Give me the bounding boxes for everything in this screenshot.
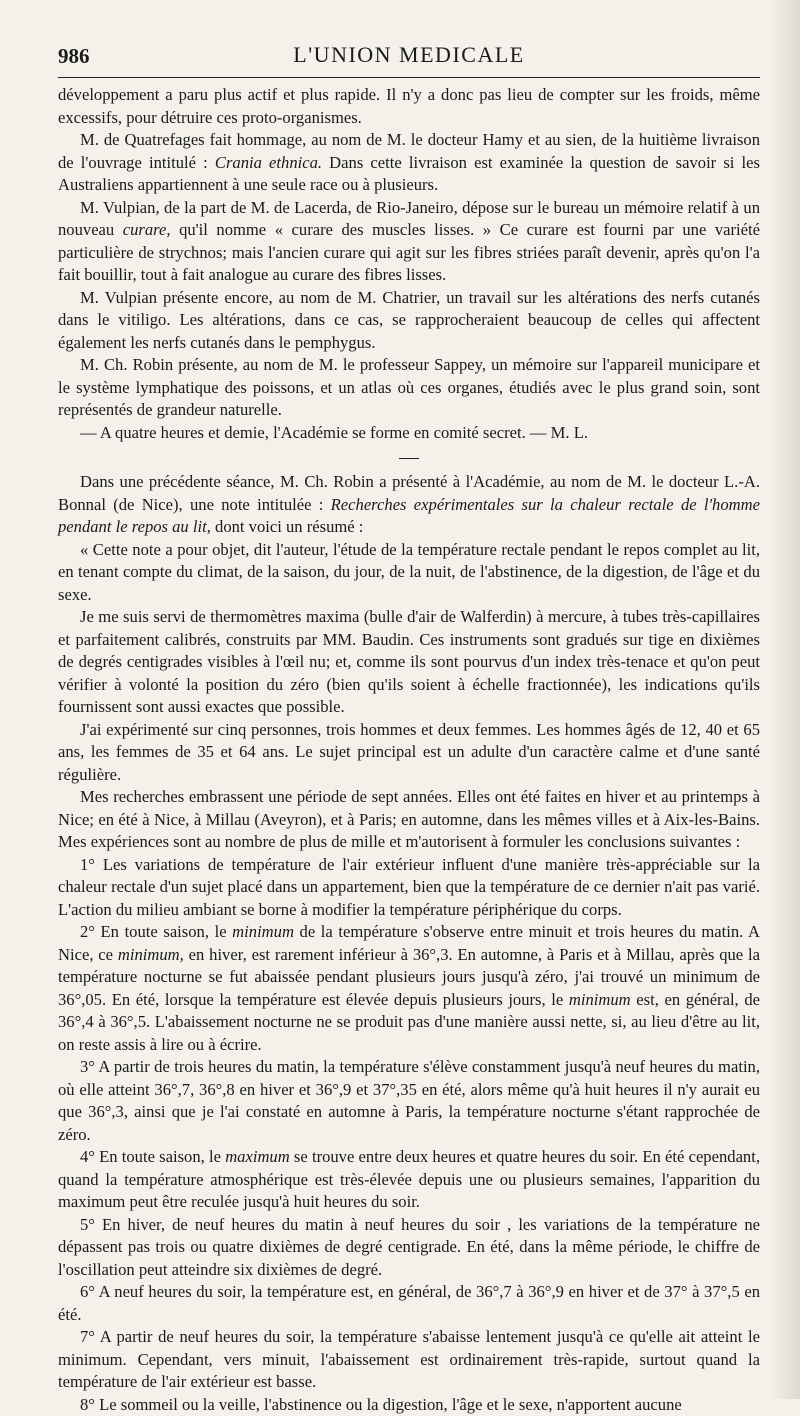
paragraph-4: M. Vulpian présente encore, au nom de M. Chatrier, un travail sur les altérations des nerfs cutanés dans le vitiligo. Les altérations, dans ce cas, se rapprocheraient beaucoup de celles qui affectent également les nerfs cutanés dans le pemphygus. [58, 287, 760, 355]
text-run: M. Vulpian, de la part de M. de Lacerda, de Rio-Janeiro, dépose sur le bureau un mémoire relatif à un nouveau [58, 198, 760, 240]
text-run: 2° En toute saison, le [80, 922, 232, 941]
text-run: de la température s'observe entre minuit et trois heures du matin. A Nice, ce [58, 922, 760, 964]
paragraph-14: 3° A partir de trois heures du matin, la température s'élève constamment jusqu'à neuf heures du matin, où elle atteint 36°,7, 36°,8 en hiver et 36°,9 et 37°,35 en été, alors même qu'à huit heures il n'y aurait eu que 36°,3, ainsi que je l'ai constaté en automne à Paris, la température nocturne s'étant rapprochée de zéro. [58, 1056, 760, 1146]
paragraph-3 [58, 197, 760, 287]
paragraph-18: 7° A partir de neuf heures du soir, la température s'abaisse lentement jusqu'à ce qu'elle ait atteint le minimum. Cependant, vers minuit, l'abaissement est ordinairement très-rapide, surtout quand la température de l'air extérieur est basse. [58, 1326, 760, 1394]
paragraph-17: 6° A neuf heures du soir, la température est, en général, de 36°,7 à 36°,9 en hiver et de 37° à 37°,5 en été. [58, 1281, 760, 1326]
paragraph-2 [58, 129, 760, 197]
paragraph-1: développement a paru plus actif et plus rapide. Il n'y a donc pas lieu de compter sur les froids, même excessifs, pour détruire ces proto-organismes. [58, 84, 760, 129]
italic-term: minimum [569, 990, 631, 1009]
running-title: L'UNION MEDICALE [58, 42, 760, 68]
section-separator [399, 458, 419, 459]
text-run: Dans cette livraison est examinée la question de savoir si les Australiens appartiennent à une seule race ou à plusieurs. [58, 153, 760, 195]
book-title: Crania ethnica. [215, 153, 322, 172]
text-run: M. de Quatrefages fait hommage, au nom de M. le docteur Hamy et au sien, de la huitième livraison de l'ouvrage intitulé : [58, 130, 760, 172]
italic-term: minimum, [118, 945, 184, 964]
paragraph-15 [58, 1146, 760, 1214]
text-run: se trouve entre deux heures et quatre heures du soir. En été cependant, quand la température atmosphérique est très-élevée depuis une ou plusieurs semaines, l'apparition du maximum peut être reculée jusqu'à huit heures du soir. [58, 1147, 760, 1211]
paragraph-13 [58, 921, 760, 1056]
page-header [58, 34, 760, 78]
paragraph-5: M. Ch. Robin présente, au nom de M. le professeur Sappey, un mémoire sur l'appareil municipare et le système lymphatique des poissons, et un atlas où ces organes, étudiés avec le plus grand soin, sont représentés de grandeur naturelle. [58, 354, 760, 422]
page-number: 986 [58, 44, 90, 69]
text-run: dont voici un résumé : [211, 517, 364, 536]
italic-term: minimum [232, 922, 294, 941]
paragraph-8: « Cette note a pour objet, dit l'auteur, l'étude de la température rectale pendant le repos complet au lit, en tenant compte du climat, de la saison, du jour, de la nuit, de l'abstinence, de la digestion, de l'âge et du sexe. [58, 539, 760, 607]
paragraph-19: 8° Le sommeil ou la veille, l'abstinence ou la digestion, l'âge et le sexe, n'apportent aucune [58, 1394, 760, 1416]
paragraph-11: Mes recherches embrassent une période de sept années. Elles ont été faites en hiver et au printemps à Nice; en été à Nice, à Millau (Aveyron), et à Paris; en automne, dans les mêmes villes et à Aix-les-Bains. Mes expériences sont au nombre de plus de mille et m'autorisent à formuler les conclusions suivantes : [58, 786, 760, 854]
paragraph-9: Je me suis servi de thermomètres maxima (bulle d'air de Walferdin) à mercure, à tubes très-capillaires et parfaitement calibrés, construits par MM. Baudin. Ces instruments sont gradués sur tige en dixièmes de degrés centigrades visibles à l'œil nu; et, comme ils sont pourvus d'un index très-tenace et qu'on peut vérifier à volonté la position du zéro (bien qu'ils soient à échelle fractionnée), les indications qu'ils fournissent sont aussi exactes que possible. [58, 606, 760, 719]
text-run: en hiver, est rarement inférieur à 36°,3. En automne, à Paris et à Millau, après que la température nocturne se fut abaissée pendant plusieurs jours jusqu'à zéro, j'ai trouvé un minimum de 36°,05. En été, lorsque la température est élevée depuis plusieurs jours, le [58, 945, 760, 1009]
paragraph-7 [58, 471, 760, 539]
text-run: est, en général, de 36°,4 à 36°,5. L'abaissement nocturne ne se produit pas d'une manière aussi nette, si, au lieu d'être au lit, on reste assis à lire ou à écrire. [58, 990, 760, 1054]
italic-term: curare, [123, 220, 171, 239]
paragraph-12: 1° Les variations de température de l'air extérieur influent d'une manière très-appréciable sur la chaleur rectale d'un sujet placé dans un appartement, bien que la température de ce dernier n'ait pas varié. L'action du milieu ambiant se borne à modifier la température périphérique du corps. [58, 854, 760, 922]
paragraph-6: — A quatre heures et demie, l'Académie se forme en comité secret. — M. L. [58, 422, 760, 445]
article-body [58, 84, 760, 1416]
paragraph-10: J'ai expérimenté sur cinq personnes, trois hommes et deux femmes. Les hommes âgés de 12, 40 et 65 ans, les femmes de 35 et 64 ans. Le sujet principal est un adulte d'un caractère calme et d'une santé régulière. [58, 719, 760, 787]
text-run: qu'il nomme « curare des muscles lisses. » Ce curare est fourni par une variété particulière de strychnos; mais l'ancien curare qui agit sur les fibres striées paraît devenir, après qu'on l'a fait bouillir, tout à fait analogue au curare des fibres lisses. [58, 220, 760, 284]
text-run: 4° En toute saison, le [80, 1147, 225, 1166]
text-run: Dans une précédente séance, M. Ch. Robin a présenté à l'Académie, au nom de M. le docteur L.-A. Bonnal (de Nice), une note intitulée : [58, 472, 760, 514]
header-rule [58, 77, 760, 78]
note-title: Recherches expérimentales sur la chaleur rectale de l'homme pendant le repos au lit, [58, 495, 760, 537]
italic-term: maximum [225, 1147, 290, 1166]
paragraph-16: 5° En hiver, de neuf heures du matin à neuf heures du soir , les variations de la température ne dépassent pas trois ou quatre dixièmes de degré centigrade. En été, dans la même période, le chiffre de l'oscillation peut atteindre six dixièmes de degré. [58, 1214, 760, 1282]
